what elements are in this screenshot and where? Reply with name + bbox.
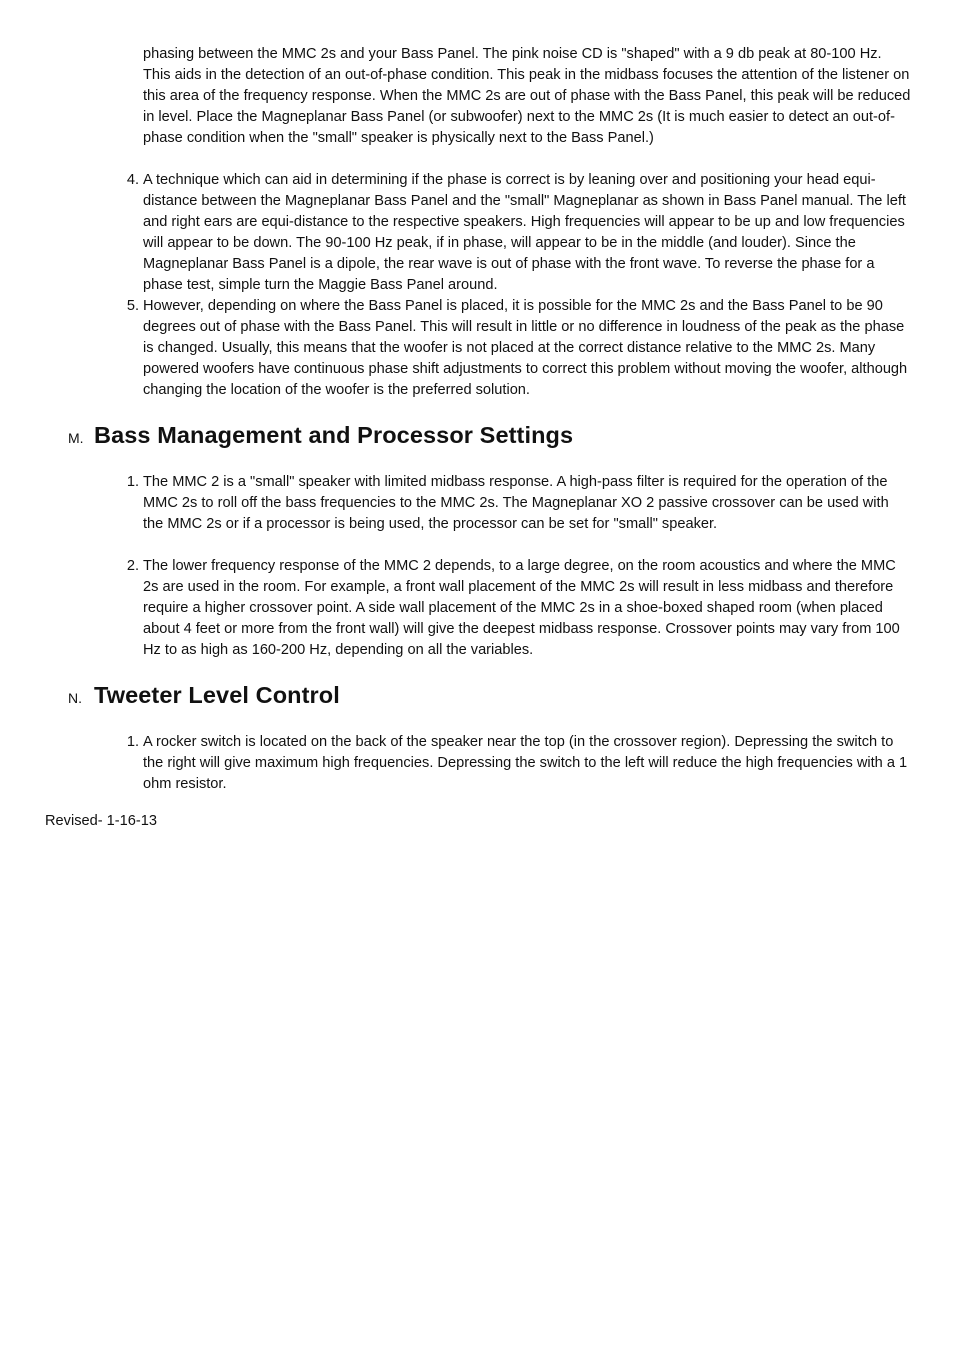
section-letter: N. (68, 690, 82, 706)
revised-date: Revised- 1-16-13 (45, 813, 157, 829)
list-number: 1. (126, 734, 139, 750)
list-item (126, 472, 911, 535)
section-heading-m (68, 422, 573, 449)
list-item-text: A technique which can aid in determining if the phase is correct is by leaning over and positioning your head equi-distance between the Magneplanar Bass Panel and the "small" Magneplanar as shown in Bass Panel manual. The left and right ears are equi-distance to the respective speakers. High frequencies will appear to be up and low frequencies will appear to be down. The 90-100 Hz peak, if in phase, will appear to be in the middle (and louder). Since the Magneplanar Bass Panel is a dipole, the rear wave is out of phase with the front wave. To reverse the phase for a phase test, simple turn the Maggie Bass Panel around. (143, 172, 906, 293)
list-number: 1. (126, 474, 139, 490)
list-number: 2. (126, 558, 139, 574)
section-title: Bass Management and Processor Settings (94, 422, 574, 448)
list-item (126, 170, 911, 296)
list-item-text: A rocker switch is located on the back of the speaker near the top (in the crossover region). Depressing the switch to the right will give maximum high frequencies. Depressing the switch to the left will reduce the high frequencies with a 1 ohm resistor. (143, 734, 908, 792)
list-item (126, 732, 911, 795)
list-item-text: The lower frequency response of the MMC 2 depends, to a large degree, on the room acoustics and where the MMC 2s are used in the room. For example, a front wall placement of the MMC 2s will result in less midbass and therefore require a higher crossover point. A side wall placement of the MMC 2s in a shoe-boxed shaped room (when placed about 4 feet or more from the front wall) will give the deepest midbass response. Crossover points may vary from 100 Hz to as high as 160-200 Hz, depending on all the variables. (143, 558, 900, 658)
section-letter: M. (68, 430, 84, 446)
section-heading-n (68, 682, 340, 709)
list-item (126, 296, 911, 401)
phase-continuation-paragraph (143, 44, 911, 149)
paragraph-text: phasing between the MMC 2s and your Bass Panel. The pink noise CD is "shaped" with a 9 db peak at 80-100 Hz. This aids in the detection of an out-of-phase condition. This peak in the midbass focuses the attention of the listener on this area of the frequency response. When the MMC 2s are out of phase with the Bass Panel, this peak will be reduced in level. Place the Magneplanar Bass Panel (or subwoofer) next to the MMC 2s (It is much easier to detect an out-of-phase condition when the "small" speaker is physically next to the Bass Panel.) (143, 46, 911, 146)
list-number: 5. (126, 298, 139, 314)
list-item (126, 556, 911, 661)
list-number: 4. (126, 172, 139, 188)
list-item-text: The MMC 2 is a "small" speaker with limited midbass response. A high-pass filter is required for the operation of the MMC 2s to roll off the bass frequencies to the MMC 2s. The Magneplanar XO 2 passive crossover can be used with the MMC 2s or if a processor is being used, the processor can be set for "small" speaker. (143, 474, 889, 532)
list-item-text: However, depending on where the Bass Panel is placed, it is possible for the MMC 2s and the Bass Panel to be 90 degrees out of phase with the Bass Panel. This will result in little or no difference in loudness of the peak as the phase is changed. Usually, this means that the woofer is not placed at the correct distance relative to the MMC 2s. Many powered woofers have continuous phase shift adjustments to correct this problem without moving the woofer, although changing the location of the woofer is the preferred solution. (143, 298, 908, 398)
section-title: Tweeter Level Control (94, 682, 340, 708)
